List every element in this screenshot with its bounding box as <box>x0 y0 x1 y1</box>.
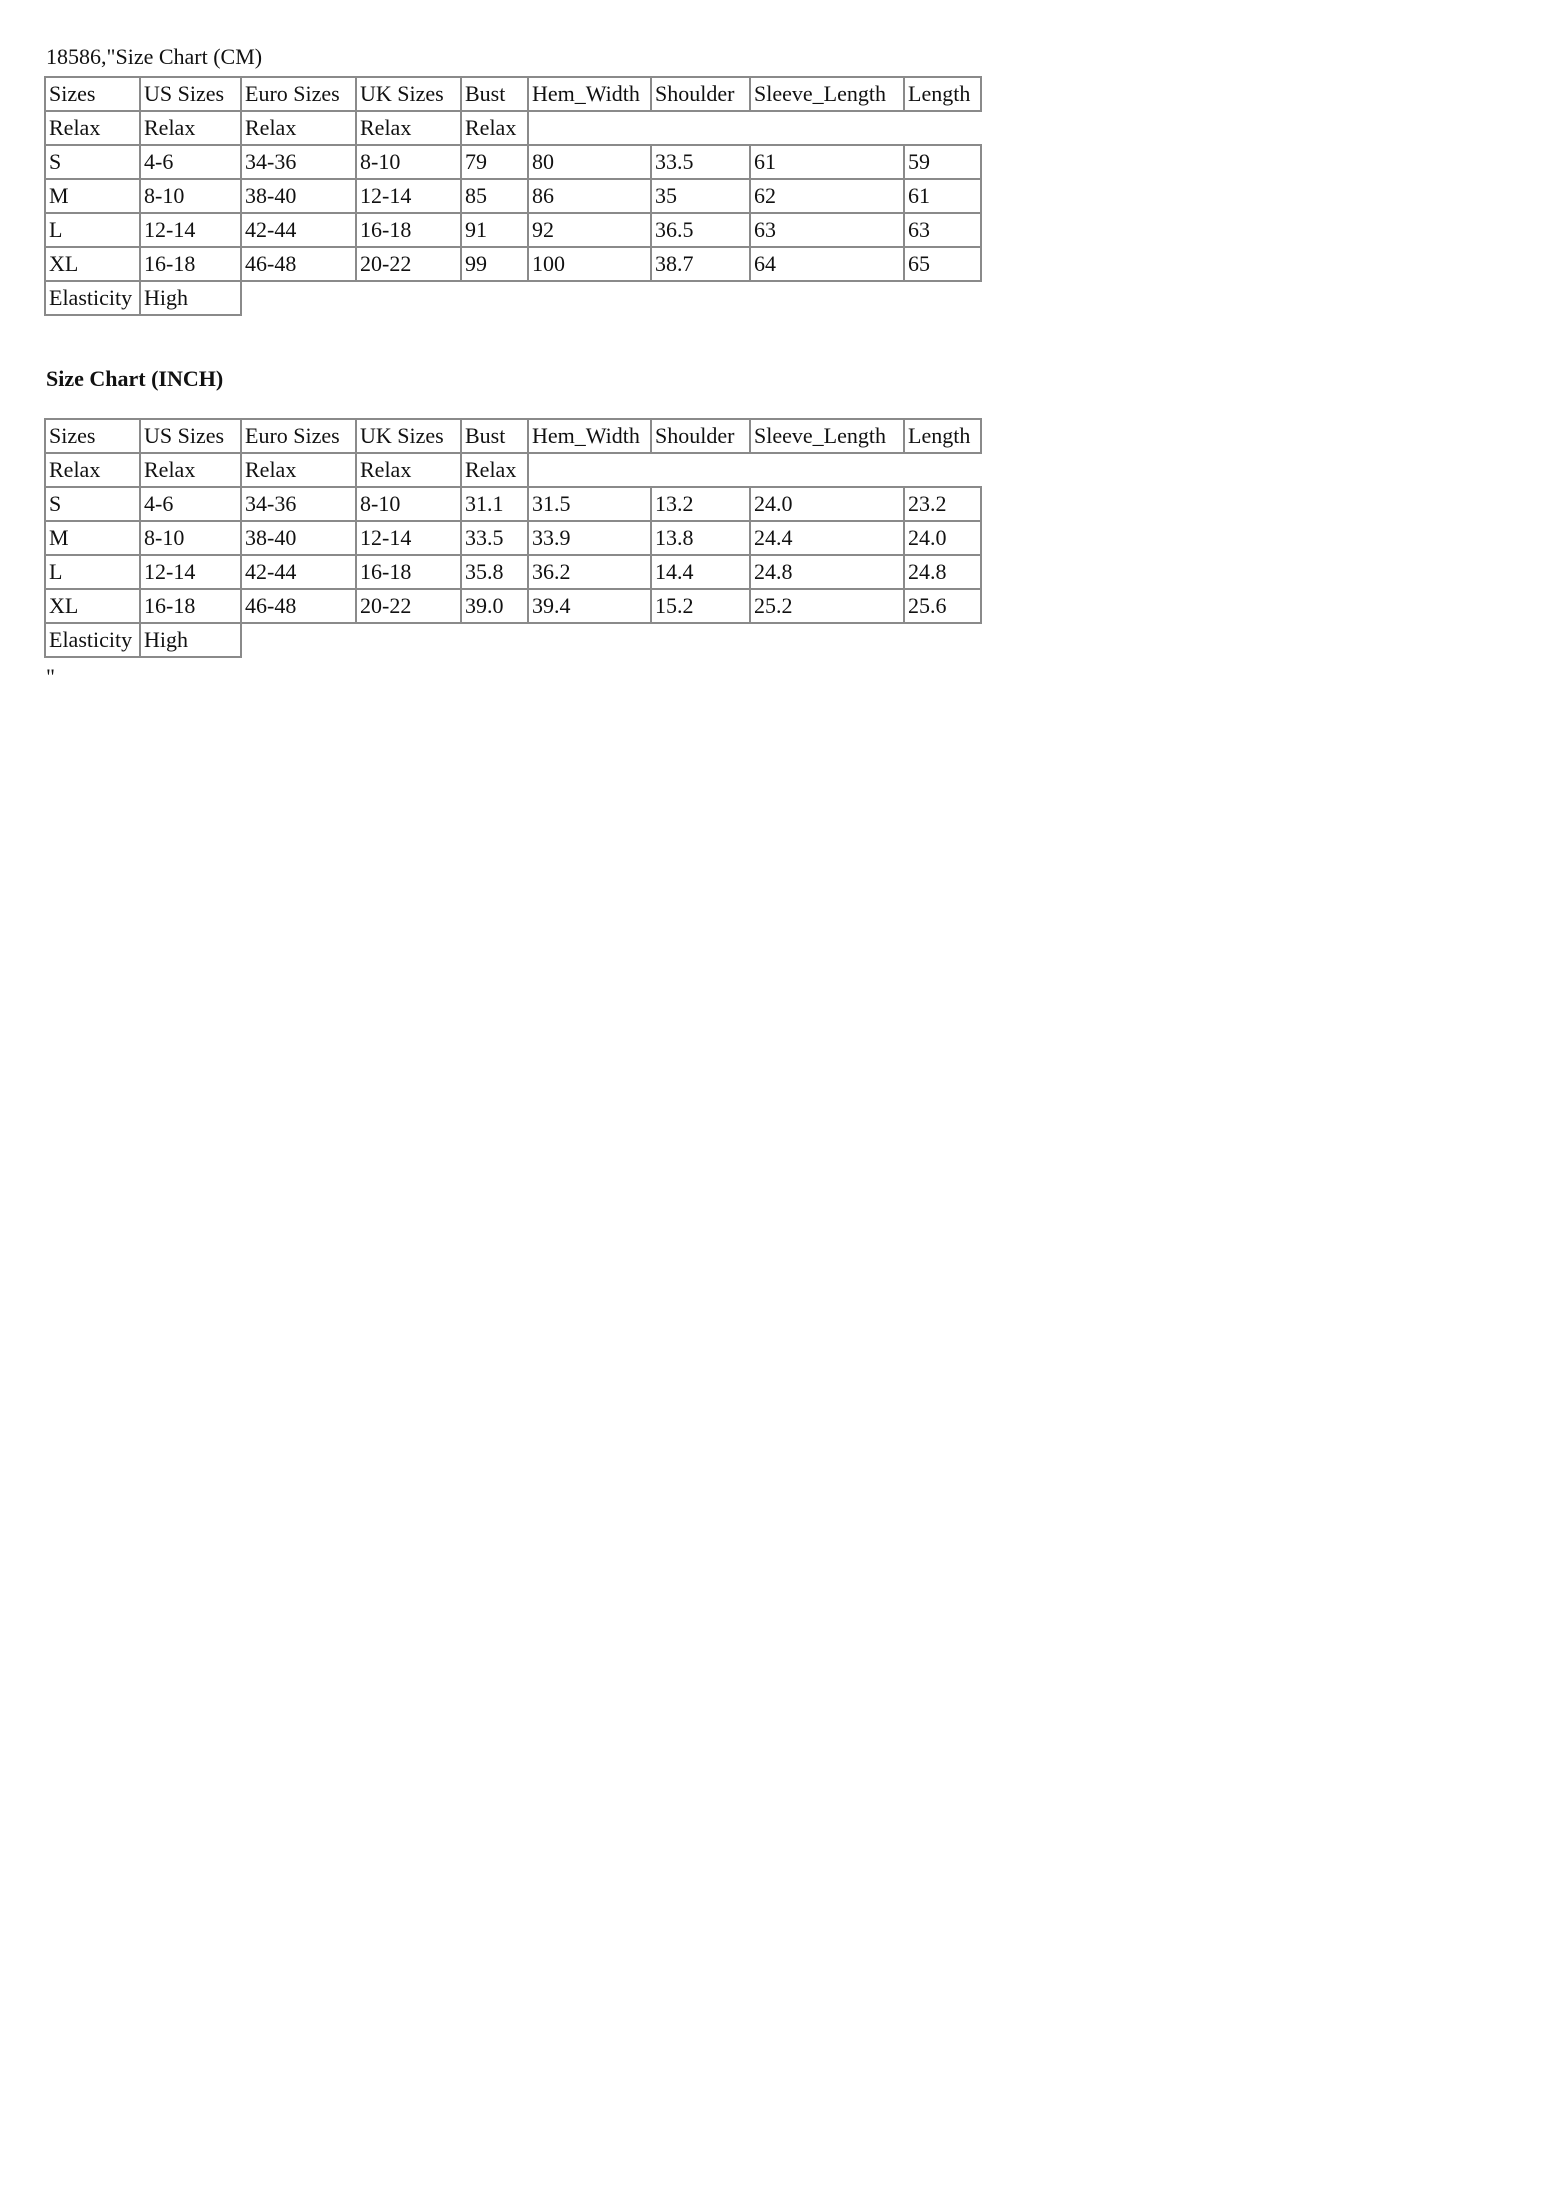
size-chart-cell: 15.2 <box>651 589 750 623</box>
size-chart-cell: 12-14 <box>356 521 461 555</box>
size-chart-cell: 20-22 <box>356 589 461 623</box>
size-chart-cell: 38-40 <box>241 179 356 213</box>
size-chart-cell: 46-48 <box>241 589 356 623</box>
size-chart-cell: Sizes <box>45 77 140 111</box>
size-chart-cell: Elasticity <box>45 623 140 657</box>
size-chart-cell: 24.4 <box>750 521 904 555</box>
trailing-quote: " <box>46 664 55 689</box>
size-chart-cell: 14.4 <box>651 555 750 589</box>
size-chart-cell: Relax <box>140 453 241 487</box>
size-chart-cell: Relax <box>140 111 241 145</box>
size-chart-inch-heading: Size Chart (INCH) <box>46 366 224 391</box>
size-chart-cell: 36.2 <box>528 555 651 589</box>
size-chart-cell: Bust <box>461 419 528 453</box>
size-row <box>45 179 981 213</box>
size-chart-cell: 24.0 <box>750 487 904 521</box>
size-chart-cell: Euro Sizes <box>241 77 356 111</box>
size-chart-cell: 35 <box>651 179 750 213</box>
size-chart-cell: M <box>45 521 140 555</box>
document-page <box>0 0 1550 690</box>
size-chart-cell: Length <box>904 77 981 111</box>
size-chart-cell: US Sizes <box>140 419 241 453</box>
size-chart-cell: 16-18 <box>140 589 241 623</box>
size-chart-cell: 8-10 <box>356 487 461 521</box>
size-row <box>45 555 981 589</box>
size-chart-cell: 12-14 <box>356 179 461 213</box>
size-chart-cell: 13.8 <box>651 521 750 555</box>
csv-title-line: 18586,"Size Chart (CM) <box>46 44 263 69</box>
size-chart-cell: Relax <box>356 453 461 487</box>
size-chart-inch-table <box>44 418 982 658</box>
size-row <box>45 247 981 281</box>
size-chart-cell: 91 <box>461 213 528 247</box>
size-chart-cell: 65 <box>904 247 981 281</box>
size-chart-cell: UK Sizes <box>356 77 461 111</box>
size-chart-cell: 31.5 <box>528 487 651 521</box>
size-chart-cell: 63 <box>904 213 981 247</box>
size-chart-cell: M <box>45 179 140 213</box>
size-chart-cell: 8-10 <box>140 179 241 213</box>
size-chart-cell: Length <box>904 419 981 453</box>
size-chart-cell: 24.8 <box>750 555 904 589</box>
size-chart-cell: Sleeve_Length <box>750 77 904 111</box>
size-chart-cell: Relax <box>241 453 356 487</box>
header-row <box>45 77 981 111</box>
elasticity-row <box>45 623 981 657</box>
elasticity-row <box>45 281 981 315</box>
size-chart-cell: 24.0 <box>904 521 981 555</box>
header-row <box>45 419 981 453</box>
size-chart-cell: XL <box>45 589 140 623</box>
size-chart-cell: Relax <box>356 111 461 145</box>
size-chart-cell: Relax <box>241 111 356 145</box>
size-chart-cell: 79 <box>461 145 528 179</box>
size-chart-cell: Relax <box>461 453 528 487</box>
size-chart-cell: Hem_Width <box>528 419 651 453</box>
size-chart-cell: 39.0 <box>461 589 528 623</box>
size-chart-cell: 16-18 <box>140 247 241 281</box>
size-chart-cell: 38.7 <box>651 247 750 281</box>
size-chart-cell: 16-18 <box>356 213 461 247</box>
size-chart-cm-table <box>44 76 982 316</box>
fit-row <box>45 453 981 487</box>
size-chart-cell: 25.2 <box>750 589 904 623</box>
size-chart-cell: 4-6 <box>140 145 241 179</box>
size-chart-cell: Shoulder <box>651 419 750 453</box>
size-chart-cell: 23.2 <box>904 487 981 521</box>
size-row <box>45 145 981 179</box>
size-chart-cell: Bust <box>461 77 528 111</box>
size-chart-cell: 61 <box>750 145 904 179</box>
size-chart-cell: High <box>140 623 241 657</box>
size-row <box>45 487 981 521</box>
size-row <box>45 213 981 247</box>
size-chart-cell: Hem_Width <box>528 77 651 111</box>
size-chart-cell: 34-36 <box>241 145 356 179</box>
size-chart-cell: 16-18 <box>356 555 461 589</box>
size-chart-cell: Relax <box>45 111 140 145</box>
size-chart-cell: 33.5 <box>461 521 528 555</box>
size-chart-cell: 12-14 <box>140 213 241 247</box>
size-chart-cell: 38-40 <box>241 521 356 555</box>
size-chart-cell: Shoulder <box>651 77 750 111</box>
size-chart-cell: US Sizes <box>140 77 241 111</box>
size-chart-cell: Euro Sizes <box>241 419 356 453</box>
size-chart-cell: 13.2 <box>651 487 750 521</box>
size-chart-cell: 31.1 <box>461 487 528 521</box>
size-chart-cell: L <box>45 555 140 589</box>
size-chart-cell: 42-44 <box>241 555 356 589</box>
fit-row <box>45 111 981 145</box>
size-chart-cell: XL <box>45 247 140 281</box>
size-chart-cell: S <box>45 487 140 521</box>
size-chart-cell: UK Sizes <box>356 419 461 453</box>
size-chart-cell: 34-36 <box>241 487 356 521</box>
size-chart-cell: 8-10 <box>140 521 241 555</box>
size-chart-cell: Relax <box>461 111 528 145</box>
size-chart-cell: 62 <box>750 179 904 213</box>
size-chart-cell: Sleeve_Length <box>750 419 904 453</box>
size-chart-cell: L <box>45 213 140 247</box>
size-chart-cell: 64 <box>750 247 904 281</box>
size-chart-cell: Relax <box>45 453 140 487</box>
size-chart-cell: 80 <box>528 145 651 179</box>
size-chart-cell: Sizes <box>45 419 140 453</box>
size-chart-cell: Elasticity <box>45 281 140 315</box>
size-chart-cell: High <box>140 281 241 315</box>
size-chart-cell: 36.5 <box>651 213 750 247</box>
size-chart-cell: S <box>45 145 140 179</box>
size-chart-cell: 24.8 <box>904 555 981 589</box>
size-chart-cell: 25.6 <box>904 589 981 623</box>
size-chart-cell: 59 <box>904 145 981 179</box>
size-chart-cell: 100 <box>528 247 651 281</box>
size-chart-cell: 92 <box>528 213 651 247</box>
size-row <box>45 521 981 555</box>
size-chart-cell: 39.4 <box>528 589 651 623</box>
size-chart-cell: 42-44 <box>241 213 356 247</box>
size-row <box>45 589 981 623</box>
size-chart-cell: 61 <box>904 179 981 213</box>
size-chart-cell: 46-48 <box>241 247 356 281</box>
size-chart-cell: 86 <box>528 179 651 213</box>
size-chart-cell: 12-14 <box>140 555 241 589</box>
size-chart-cell: 35.8 <box>461 555 528 589</box>
size-chart-cell: 20-22 <box>356 247 461 281</box>
size-chart-cell: 33.9 <box>528 521 651 555</box>
size-chart-cell: 85 <box>461 179 528 213</box>
size-chart-cell: 33.5 <box>651 145 750 179</box>
size-chart-cell: 8-10 <box>356 145 461 179</box>
size-chart-cell: 99 <box>461 247 528 281</box>
size-chart-cell: 63 <box>750 213 904 247</box>
size-chart-cell: 4-6 <box>140 487 241 521</box>
